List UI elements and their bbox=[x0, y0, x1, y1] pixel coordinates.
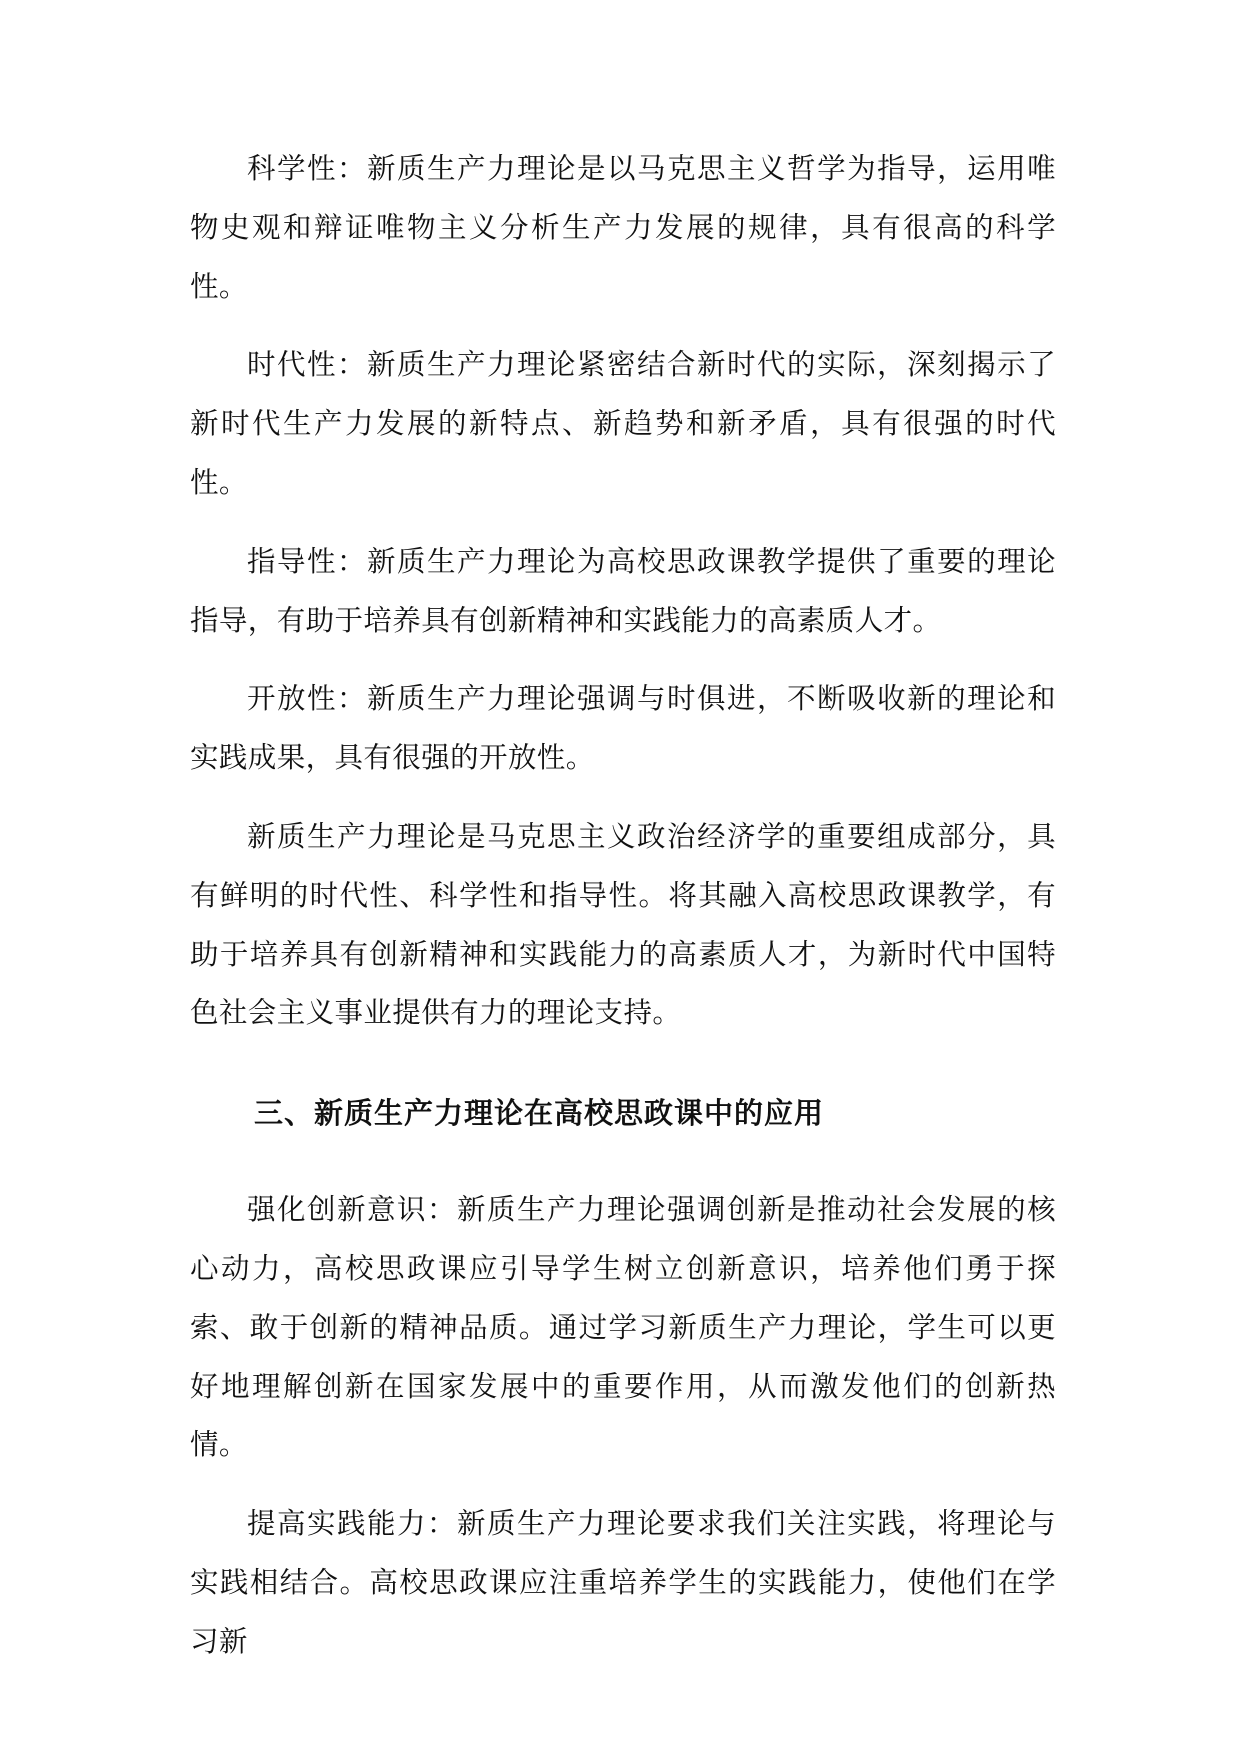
paragraph-scientific: 科学性：新质生产力理论是以马克思主义哲学为指导，运用唯物史观和辩证唯物主义分析生产力发展的规律，具有很高的科学性。 bbox=[190, 152, 1056, 303]
section-heading: 三、新质生产力理论在高校思政课中的应用 bbox=[254, 1096, 825, 1131]
paragraph-open: 开放性：新质生产力理论强调与时俱进，不断吸收新的理论和实践成果，具有很强的开放性。 bbox=[190, 682, 1056, 775]
paragraph-innovation: 强化创新意识：新质生产力理论强调创新是推动社会发展的核心动力，高校思政课应引导学生树立创新意识，培养他们勇于探索、敢于创新的精神品质。通过学习新质生产力理论，学生可以更好地理解创新在国家发展中的重要作用，从而激发他们的创新热情。 bbox=[190, 1193, 1056, 1462]
paragraph-contemporary: 时代性：新质生产力理论紧密结合新时代的实际，深刻揭示了新时代生产力发展的新特点、新趋势和新矛盾，具有很强的时代性。 bbox=[190, 348, 1056, 499]
paragraph-practice: 提高实践能力：新质生产力理论要求我们关注实践，将理论与实践相结合。高校思政课应注重培养学生的实践能力，使他们在学习新 bbox=[190, 1507, 1056, 1658]
paragraph-summary: 新质生产力理论是马克思主义政治经济学的重要组成部分，具有鲜明的时代性、科学性和指导性。将其融入高校思政课教学，有助于培养具有创新精神和实践能力的高素质人才，为新时代中国特色社会主义事业提供有力的理论支持。 bbox=[190, 819, 1056, 1030]
paragraph-guiding: 指导性：新质生产力理论为高校思政课教学提供了重要的理论指导，有助于培养具有创新精神和实践能力的高素质人才。 bbox=[190, 544, 1056, 637]
document-body bbox=[190, 140, 1056, 1672]
